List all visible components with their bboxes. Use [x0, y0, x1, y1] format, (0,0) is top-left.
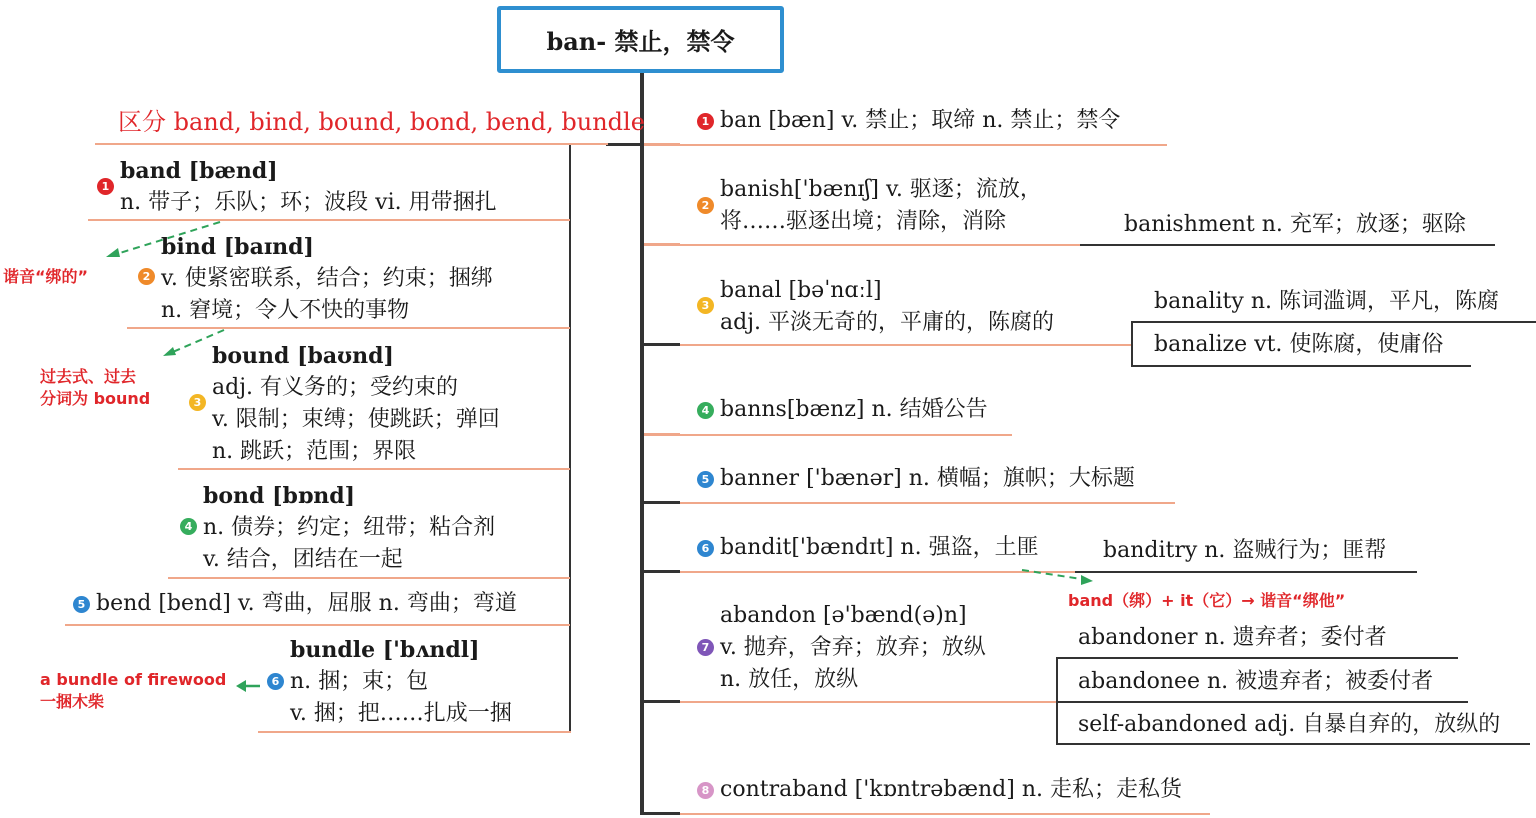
left-header: 区分 band, bind, bound, bond, bend, bundle — [118, 108, 645, 136]
right-item-abandon-line-2: n. 放任，放纵 — [720, 667, 859, 692]
left-note-bundle — [40, 669, 226, 713]
right-item-ban: ban [bæn] v. 禁止；取缔 n. 禁止；禁令 — [720, 108, 1121, 133]
left-item-bundle-line-2: v. 捆；把……扎成一捆 — [290, 701, 512, 726]
right-item-abandon-line-1: v. 抛弃，舍弃；放弃；放纵 — [720, 635, 986, 660]
left-item-bound — [212, 340, 500, 468]
left-item-bend: bend [bend] v. 弯曲，屈服 n. 弯曲；弯道 — [96, 591, 517, 616]
arrow-head-bundle — [236, 680, 246, 692]
right-item-abandon — [720, 600, 986, 696]
left-item-bound-headword: bound [baʊnd] — [212, 343, 394, 369]
right-badge-2: 2 — [697, 197, 714, 214]
right-badge-5: 5 — [697, 471, 714, 488]
right-item-banns: banns[bænz] n. 结婚公告 — [720, 397, 988, 422]
left-note-bound-line-2: 分词为 bound — [40, 389, 151, 408]
left-note-bundle-line-1: a bundle of firewood — [40, 670, 227, 689]
right-badge-1: 1 — [697, 113, 714, 130]
right-derived-banishment: banishment n. 充军；放逐；驱除 — [1124, 212, 1466, 237]
arrow-head-bind — [106, 248, 120, 257]
left-note-bound — [40, 366, 150, 410]
right-badge-8: 8 — [697, 782, 714, 799]
left-item-band — [120, 155, 497, 219]
left-item-bind — [161, 231, 493, 327]
left-item-bound-line-2: v. 限制；束缚；使跳跃；弹回 — [212, 407, 500, 432]
left-item-bond-headword: bond [bɒnd] — [203, 483, 356, 509]
left-item-band-line: n. 带子；乐队；环；波段 vi. 用带捆扎 — [120, 190, 497, 215]
right-item-banish — [720, 174, 1042, 238]
left-badge-5: 5 — [73, 596, 90, 613]
right-derived-banalize: banalize vt. 使陈腐，使庸俗 — [1154, 332, 1444, 357]
right-item-banal-headword: banal [bəˈnɑːl] — [720, 278, 882, 303]
right-item-banish-line-2: 将……驱逐出境；清除，消除 — [720, 209, 1007, 234]
left-item-bond-line-1: n. 债券；约定；纽带；粘合剂 — [203, 515, 496, 540]
left-item-bind-line-1: v. 使紧密联系，结合；约束；捆绑 — [161, 266, 493, 291]
left-item-bundle-headword: bundle ['bʌndl] — [290, 637, 480, 663]
right-badge-4: 4 — [697, 402, 714, 419]
arrow-bandit-note — [1022, 570, 1088, 580]
left-item-bound-line-1: adj. 有义务的；受约束的 — [212, 375, 459, 400]
left-item-bundle-line-1: n. 捆；束；包 — [290, 669, 429, 694]
right-item-bandit: bandit['bændɪt] n. 强盗，土匪 — [720, 535, 1039, 560]
left-note-bind: 谐音“绑的” — [3, 267, 89, 286]
left-item-bind-line-2: n. 窘境；令人不快的事物 — [161, 298, 410, 323]
arrow-head-bandit — [1081, 575, 1093, 585]
root-label: ban- 禁止，禁令 — [546, 27, 735, 56]
right-derived-self-abandoned: self-abandoned adj. 自暴自弃的，放纵的 — [1078, 712, 1501, 737]
left-badge-2: 2 — [138, 268, 155, 285]
right-item-banal-line: adj. 平淡无奇的，平庸的，陈腐的 — [720, 310, 1055, 335]
left-note-bundle-line-2: 一捆木柴 — [40, 692, 105, 711]
right-item-banal — [720, 275, 1054, 339]
right-note-bandit: band（绑）+ it（它）→ 谐音“绑他” — [1068, 591, 1346, 610]
left-badge-1: 1 — [97, 178, 114, 195]
right-item-contraband: contraband ['kɒntrəbænd] n. 走私；走私货 — [720, 777, 1182, 802]
right-item-banner: banner ['bænər] n. 横幅；旗帜；大标题 — [720, 466, 1135, 491]
root-node — [497, 6, 784, 73]
right-item-abandon-headword: abandon [ə'bænd(ə)n] — [720, 603, 967, 628]
right-badge-7: 7 — [697, 639, 714, 656]
left-item-bound-line-3: n. 跳跃；范围；界限 — [212, 439, 417, 464]
right-item-banish-line-1: banish['bænɪʃ] v. 驱逐；流放， — [720, 177, 1042, 202]
right-derived-banditry: banditry n. 盗贼行为；匪帮 — [1103, 538, 1387, 563]
right-derived-abandonee: abandonee n. 被遗弃者；被委付者 — [1078, 669, 1434, 694]
left-badge-6: 6 — [267, 673, 284, 690]
left-item-bond-line-2: v. 结合，团结在一起 — [203, 547, 403, 572]
arrow-head-bound — [163, 347, 176, 356]
left-badge-3: 3 — [189, 394, 206, 411]
right-derived-abandoner: abandoner n. 遗弃者；委付者 — [1078, 625, 1387, 650]
left-item-bind-headword: bind [baɪnd] — [161, 234, 314, 260]
left-badge-4: 4 — [180, 518, 197, 535]
right-badge-3: 3 — [697, 297, 714, 314]
left-item-bond — [203, 480, 495, 576]
right-badge-6: 6 — [697, 540, 714, 557]
left-note-bound-line-1: 过去式、过去 — [40, 367, 137, 386]
right-derived-banality: banality n. 陈词滥调，平凡，陈腐 — [1154, 289, 1499, 314]
left-item-band-headword: band [bænd] — [120, 158, 278, 184]
left-item-bundle — [290, 634, 512, 730]
